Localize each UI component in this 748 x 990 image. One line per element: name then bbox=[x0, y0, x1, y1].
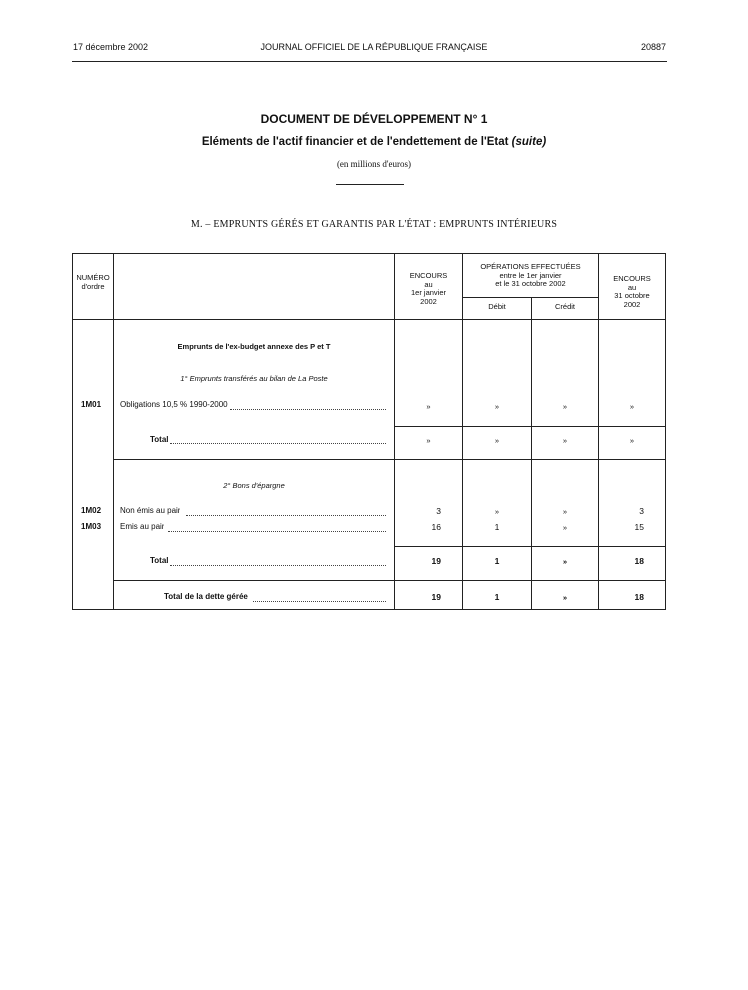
header-credit: Crédit bbox=[554, 302, 575, 311]
row-label-1m01: Obligations 10,5 % 1990-2000 bbox=[120, 400, 228, 409]
document-subtitle-suffix: (suite) bbox=[511, 136, 547, 148]
row-label-1m03: Emis au pair bbox=[120, 522, 165, 531]
header-operations bbox=[463, 263, 598, 289]
section2-title: 2° Bons d'épargne bbox=[223, 481, 285, 490]
header-encours-start-l1: ENCOURS bbox=[409, 271, 448, 280]
grand-total-line bbox=[114, 580, 665, 581]
header-encours-end-l3: 31 octobre bbox=[614, 291, 650, 301]
header-operations-l2: entre le 1er janvier bbox=[499, 270, 562, 280]
leader-dots bbox=[230, 409, 386, 410]
header-bottom-line bbox=[73, 319, 665, 320]
cell-1m03-debit: 1 bbox=[494, 522, 500, 532]
header-numero-l1: NUMÉRO bbox=[76, 273, 110, 282]
cell-1m01-credit: » bbox=[562, 402, 568, 411]
grand-total-start: 19 bbox=[431, 592, 441, 602]
header-debit: Débit bbox=[488, 302, 506, 311]
header-page-number: 20887 bbox=[640, 42, 666, 52]
cell-1m02-debit: » bbox=[494, 507, 500, 516]
group-title: Emprunts de l'ex-budget annexe des P et T bbox=[177, 342, 331, 351]
leader-dots bbox=[186, 515, 386, 516]
cell-1m01-end: » bbox=[629, 402, 635, 411]
total2-label: Total bbox=[150, 556, 169, 565]
header-numero bbox=[73, 274, 113, 291]
cell-1m03-end: 15 bbox=[634, 522, 644, 532]
document-title: DOCUMENT DE DÉVELOPPEMENT N° 1 bbox=[260, 112, 488, 126]
row-id-1m03: 1M03 bbox=[81, 522, 102, 531]
header-encours-end bbox=[599, 275, 665, 310]
cell-1m03-start: 16 bbox=[431, 522, 441, 532]
total2-start: 19 bbox=[431, 556, 441, 566]
cell-1m01-debit: » bbox=[494, 402, 500, 411]
debt-table bbox=[72, 253, 666, 610]
header-divider bbox=[72, 61, 667, 62]
row-label-1m02: Non émis au pair bbox=[120, 506, 181, 515]
document-subtitle-text: Eléments de l'actif financier et de l'endettement de l'Etat bbox=[201, 136, 509, 148]
header-encours-start-l3: 1er janvier bbox=[410, 288, 447, 298]
header-encours-start-l4: 2002 bbox=[420, 296, 437, 306]
grand-total-debit: 1 bbox=[494, 592, 500, 602]
total1-start: » bbox=[426, 436, 431, 445]
total2-credit: » bbox=[562, 557, 568, 566]
document-subtitle bbox=[0, 136, 748, 148]
leader-dots bbox=[253, 601, 386, 602]
cell-1m03-credit: » bbox=[562, 523, 568, 532]
cell-1m01-start: » bbox=[426, 402, 431, 411]
header-encours-start bbox=[395, 272, 462, 307]
total2-top-line bbox=[394, 546, 665, 547]
title-divider bbox=[336, 184, 404, 185]
grand-total-end: 18 bbox=[634, 592, 644, 602]
cell-1m02-credit: » bbox=[562, 507, 568, 516]
header-date: 17 décembre 2002 bbox=[73, 42, 149, 52]
total1-end: » bbox=[629, 436, 635, 445]
total1-debit: » bbox=[494, 436, 500, 445]
header-numero-l2: d'ordre bbox=[81, 281, 105, 291]
header-subdivider bbox=[462, 297, 599, 298]
header-encours-end-l1: ENCOURS bbox=[613, 274, 651, 283]
total1-label: Total bbox=[150, 435, 169, 444]
grand-total-label: Total de la dette gérée bbox=[164, 592, 248, 601]
section1-title: 1° Emprunts transférés au bilan de La Poste bbox=[180, 374, 328, 383]
header-operations-l1: OPÉRATIONS EFFECTUÉES bbox=[480, 262, 581, 271]
cell-1m02-start: 3 bbox=[436, 506, 441, 516]
cell-1m02-end: 3 bbox=[639, 506, 644, 516]
section-title: M. – EMPRUNTS GÉRÉS ET GARANTIS PAR L'ÉTAT : EMPRUNTS INTÉRIEURS bbox=[190, 219, 558, 230]
total1-top-line bbox=[394, 426, 665, 427]
header-encours-end-l2: au bbox=[627, 282, 637, 292]
header-encours-start-l2: au bbox=[424, 279, 433, 289]
header-operations-l3: et le 31 octobre 2002 bbox=[495, 279, 566, 289]
document-unit: (en millions d'euros) bbox=[336, 159, 412, 169]
leader-dots bbox=[170, 443, 386, 444]
total1-credit: » bbox=[562, 436, 568, 445]
row-id-1m01: 1M01 bbox=[81, 400, 102, 409]
grand-total-credit: » bbox=[562, 593, 568, 602]
leader-dots bbox=[168, 531, 386, 532]
header-journal-title: JOURNAL OFFICIEL DE LA RÉPUBLIQUE FRANÇAISE bbox=[260, 42, 488, 52]
total2-debit: 1 bbox=[494, 556, 500, 566]
col-divider-numero bbox=[113, 254, 114, 609]
total2-end: 18 bbox=[634, 556, 644, 566]
leader-dots bbox=[170, 565, 386, 566]
total1-bottom-line bbox=[114, 459, 665, 460]
header-encours-end-l4: 2002 bbox=[623, 299, 641, 309]
row-id-1m02: 1M02 bbox=[81, 506, 102, 515]
